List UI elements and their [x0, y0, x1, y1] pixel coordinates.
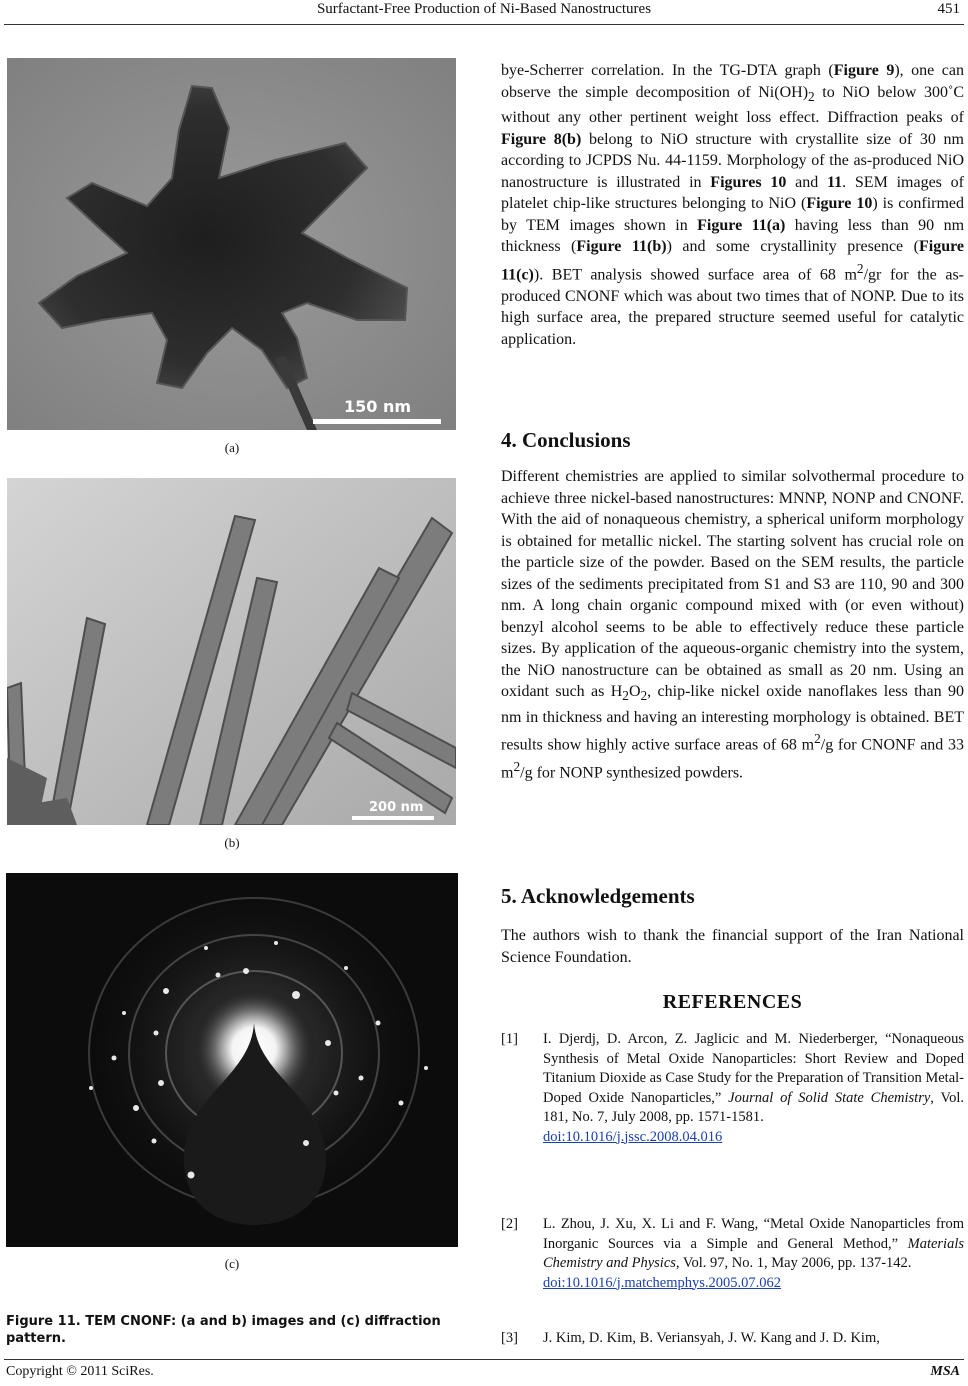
- conclusions-paragraph: Different chemistries are applied to similar solvothermal procedure to achieve three nickel-based nanostructures: MNNP, NONP and CNONF. With the aid of nonaqueous chemistry, a spherical uniform morphology is obtained for metallic nickel. The starting solvent has crucial role on the particle size of the powder. Based on the SEM results, the particle sizes of the sediments precipitated from S1 and S3 are 110, 90 and 300 nm. A long chain organic compound mixed with (or even without) benzyl alcohol seems to be able to effectively reduce these particle sizes. By application of the aqueous-organic chemistry into the system, the NiO nanostructure can be obtained as small as 20 nm. Using an oxidant such as $H_2O_2$, chip-like nickel oxide nanoflakes less than 90 nm in thickness and having an interesting morphology is obtained. BET results show highly active surface areas of 68 $m^2/g$ for CNONF and 33 $m^2/g$ for NONP synthesized powders.: [501, 468, 965, 782]
- footer-copyright: Copyright © 2011 SciRes.: [6, 1364, 154, 1379]
- panel-label-a: (a): [224, 440, 240, 455]
- acknowledgements-paragraph: The authors wish to thank the financial support of the Iran National Science Foundation.: [501, 927, 964, 966]
- intro-paragraph: bye-Scherrer correlation. In the TG-DTA graph (Figure 9), one can observe the simple decomposition of $Ni(OH)_2$ to NiO below 300˚C without any other pertinent weight loss effect. Diffraction peaks of Figure 8(b) belong to NiO structure with crystallite size of 30 nm according to JCPDS Nu. 44-1159. Morphology of the as-produced NiO nanostructure is illustrated in Figures 10 and 11. SEM images of platelet chip-like structures belonging to NiO (Figure 10) is confirmed by TEM images shown in Figure 11(a) having less than 90 nm thickness (Figure 11(b)) and some crystallinity presence (Figure 11(c)). BET analysis showed surface area of 68 $m^2/gr$ for the as-produced CNONF which was about two times that of NONP. Due to its high surface area, the prepared structure seemed useful for catalytic application.: [501, 62, 965, 348]
- footer-journal: MSA: [930, 1364, 960, 1379]
- header-rule: [4, 24, 964, 25]
- scale-bar-label-a: 150 nm: [344, 397, 412, 416]
- figure-11a-tem-image: [7, 58, 456, 430]
- scale-bar-label-b: 200 nm: [369, 800, 424, 815]
- conclusions-heading: 4. Conclusions: [501, 428, 631, 452]
- reference-doi-link[interactable]: doi:10.1016/j.jssc.2008.04.016: [543, 1128, 723, 1145]
- reference-number: [2]: [501, 1216, 518, 1232]
- reference-item: [501, 1030, 964, 1147]
- page-number: 451: [937, 1, 960, 17]
- reference-number: [1]: [501, 1031, 518, 1047]
- footer-rule: [4, 1359, 964, 1360]
- running-header-title: Surfactant-Free Production of Ni-Based Nanostructures: [316, 1, 652, 17]
- reference-text: I. Djerdj, D. Arcon, Z. Jaglicic and M. Niederberger, “Nonaqueous Synthesis of Metal Oxide Nanoparticles: Short Review and Doped Titanium Dioxide as Case Study for the Preparation of Transition Metal-Doped Oxide Nanoparticles,” Journal of Solid State Chemistry, Vol. 181, No. 7, July 2008, pp. 1571-1581.: [543, 1031, 964, 1125]
- reference-text: L. Zhou, J. Xu, X. Li and F. Wang, “Metal Oxide Nanoparticles from Inorganic Sources via a Simple and General Method,” Materials Chemistry and Physics, Vol. 97, No. 1, May 2006, pp. 137-142.: [543, 1216, 964, 1271]
- figure-11c-diffraction-pattern: [6, 873, 458, 1247]
- panel-label-b: (b): [224, 835, 240, 850]
- figure-caption: Figure 11. TEM CNONF: (a and b) images and (c) diffraction pattern.: [6, 1314, 441, 1346]
- reference-number: [3]: [501, 1330, 518, 1346]
- reference-text: J. Kim, D. Kim, B. Veriansyah, J. W. Kang and J. D. Kim,: [543, 1330, 880, 1346]
- acknowledgements-heading: 5. Acknowledgements: [501, 884, 695, 908]
- panel-label-c: (c): [224, 1256, 240, 1271]
- reference-item: [501, 1329, 964, 1349]
- references-heading: REFERENCES: [662, 991, 803, 1013]
- reference-doi-link[interactable]: doi:10.1016/j.matchemphys.2005.07.062: [543, 1274, 782, 1291]
- figure-11b-tem-image: [7, 478, 456, 825]
- reference-item: [501, 1215, 964, 1293]
